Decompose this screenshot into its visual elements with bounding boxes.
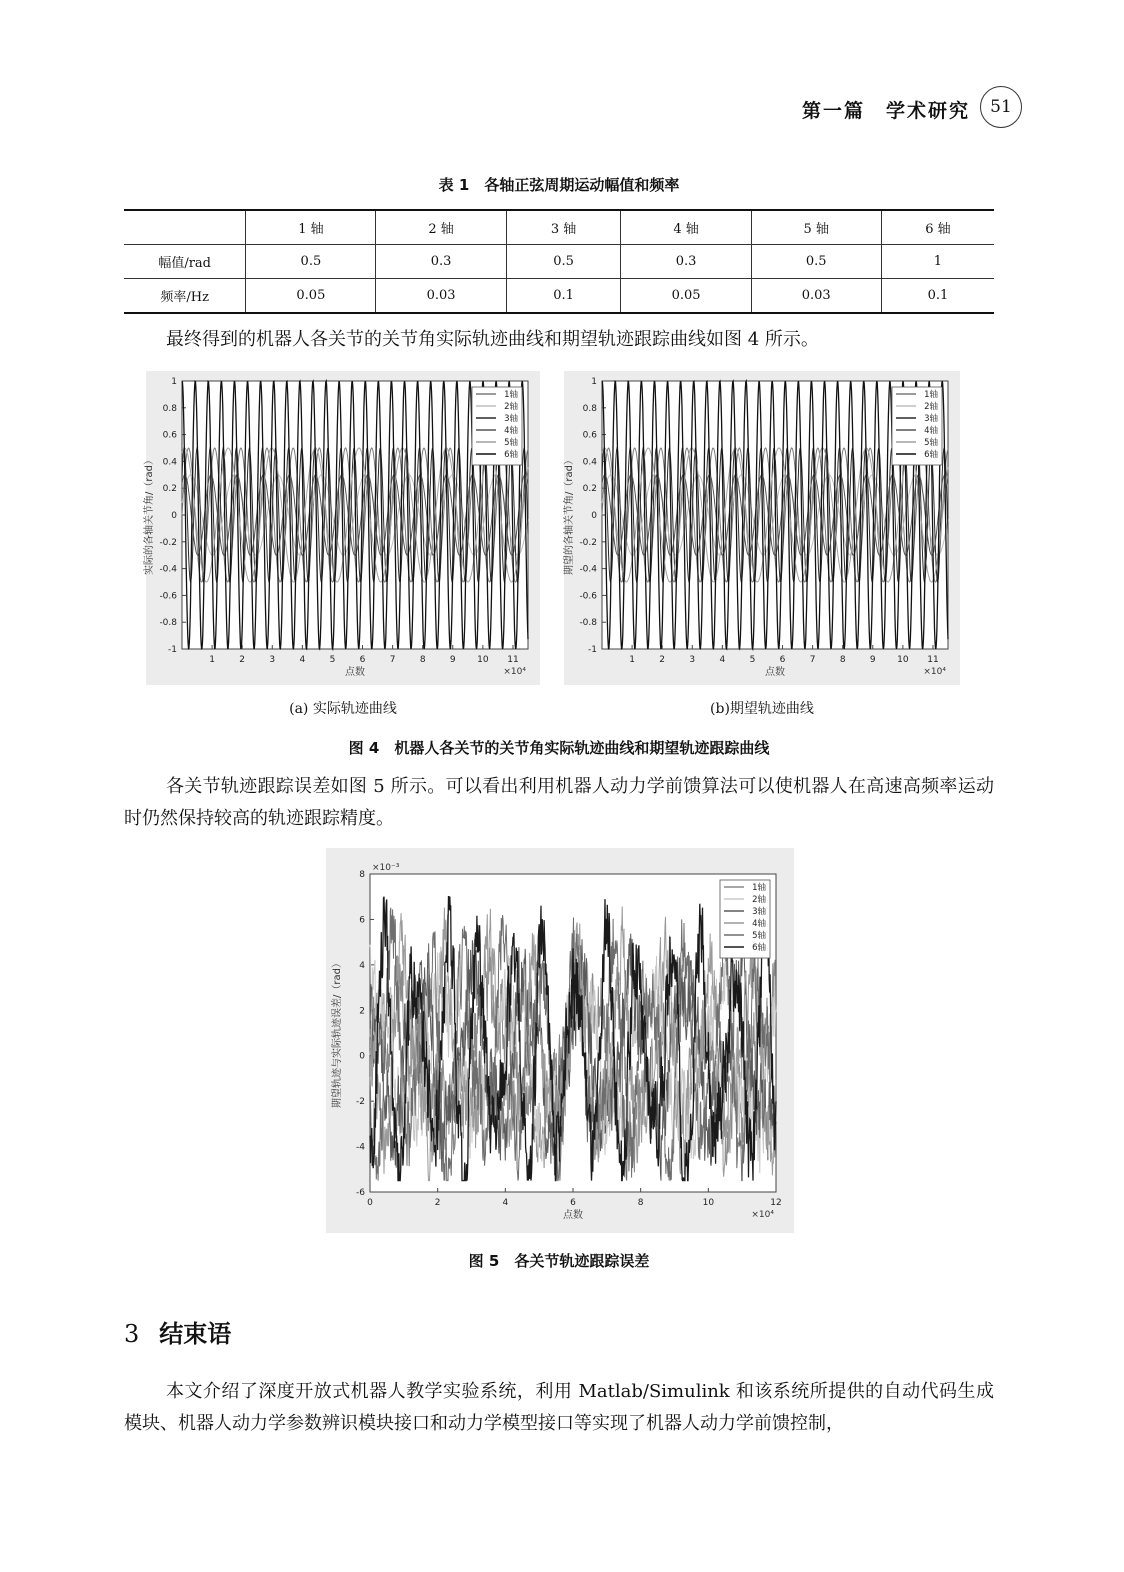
legend-label: 3轴 <box>752 907 766 917</box>
x-tick-label: 8 <box>839 655 846 665</box>
table-cell: 0.3 <box>376 245 506 279</box>
x-tick-label: 5 <box>749 655 756 665</box>
x-tick-label: 7 <box>809 655 816 665</box>
table-cell: 频率/Hz <box>160 290 209 305</box>
table-header-cell: 3 轴 <box>506 210 621 245</box>
chart-tracking-error <box>326 848 794 1233</box>
y-tick-label: 1 <box>591 377 597 387</box>
table-header-cell <box>124 210 246 245</box>
y-tick-label: -2 <box>356 1097 365 1108</box>
y-tick-label: 0.4 <box>162 457 177 468</box>
x-tick-label: 6 <box>359 655 366 665</box>
y-tick-label: -0.6 <box>579 591 597 602</box>
table-cell: 0.05 <box>621 279 751 314</box>
legend-label: 3轴 <box>504 414 518 424</box>
table-cell: 0.5 <box>751 245 881 279</box>
section-title: 结束语 <box>159 1319 232 1348</box>
body-paragraph: 各关节轨迹跟踪误差如图 5 所示。可以看出利用机器人动力学前馈算法可以使机器人在高速高频率运动时仍然保持较高的轨迹跟踪精度。 <box>124 776 994 829</box>
y-tick-label: -0.4 <box>579 564 597 575</box>
legend-label: 6轴 <box>504 450 518 460</box>
y-tick-label: -1 <box>588 645 597 655</box>
y-tick-label: 0.4 <box>582 457 597 468</box>
x-tick-label: 11 <box>927 655 939 665</box>
table-cell: 幅值/rad <box>158 256 211 271</box>
legend-label: 5轴 <box>504 438 518 448</box>
amplitude-frequency-table <box>124 209 994 314</box>
y-axis-label: 期望轨迹与实际轨迹误差/（rad） <box>332 958 343 1108</box>
legend-label: 2轴 <box>924 402 938 412</box>
subfigure-caption-b: (b)期望轨迹曲线 <box>710 701 814 717</box>
running-header-title: 第一篇 学术研究 <box>801 100 970 122</box>
table-cell: 0.03 <box>751 279 881 314</box>
x-axis-exponent: ×10⁴ <box>751 1210 774 1220</box>
x-tick-label: 6 <box>779 655 786 665</box>
x-axis-label: 点数 <box>563 1210 583 1221</box>
y-tick-label: 0.6 <box>162 430 177 441</box>
y-tick-label: -0.8 <box>579 618 597 629</box>
figure-4-caption: 图 4 机器人各关节的关节角实际轨迹曲线和期望轨迹跟踪曲线 <box>348 739 770 757</box>
x-tick-label: 12 <box>770 1198 782 1208</box>
y-tick-label: 0 <box>171 511 177 521</box>
x-tick-label: 3 <box>269 655 276 665</box>
x-tick-label: 2 <box>239 655 246 665</box>
legend-label: 3轴 <box>924 414 938 424</box>
y-tick-label: -4 <box>356 1142 365 1153</box>
y-tick-label: -0.2 <box>579 537 597 548</box>
y-tick-label: 0.2 <box>582 484 597 495</box>
table-row <box>124 245 994 279</box>
figure-4a <box>146 371 540 685</box>
figure-4b <box>564 371 960 685</box>
y-tick-label: 0.8 <box>162 403 177 414</box>
table-caption: 表 1 各轴正弦周期运动幅值和频率 <box>438 176 680 194</box>
x-axis-exponent: ×10⁴ <box>503 667 526 677</box>
y-tick-label: 4 <box>359 960 365 971</box>
legend-label: 5轴 <box>752 931 766 941</box>
x-tick-label: 9 <box>449 655 456 665</box>
x-tick-label: 8 <box>637 1198 644 1208</box>
y-axis-label: 实际的各轴关节角/（rad） <box>144 455 155 575</box>
y-tick-label: 0.6 <box>582 430 597 441</box>
x-tick-label: 3 <box>689 655 696 665</box>
table-cell: 1 <box>881 245 994 279</box>
table-cell: 0.05 <box>246 279 376 314</box>
section-number: 3 <box>124 1320 140 1348</box>
table-cell: 0.5 <box>506 245 621 279</box>
y-tick-label: -1 <box>168 645 177 655</box>
legend-label: 6轴 <box>752 943 766 953</box>
table-header-cell: 5 轴 <box>751 210 881 245</box>
y-tick-label: 0 <box>359 1051 365 1062</box>
body-paragraph: 最终得到的机器人各关节的关节角实际轨迹曲线和期望轨迹跟踪曲线如图 4 所示。 <box>166 329 819 350</box>
x-axis-label: 点数 <box>765 667 785 678</box>
x-tick-label: 1 <box>629 655 635 665</box>
x-tick-label: 4 <box>299 655 306 665</box>
body-paragraph: 本文介绍了深度开放式机器人教学实验系统，利用 Matlab/Simulink 和该系统所提供的自动代码生成模块、机器人动力学参数辨识模块接口和动力学模型接口等实现了机器人动力学前馈控制， <box>124 1381 994 1434</box>
y-axis-label: 期望的各轴关节角/（rad） <box>564 455 575 575</box>
legend-label: 1轴 <box>752 883 766 893</box>
legend-label: 2轴 <box>752 895 766 905</box>
x-tick-label: 5 <box>329 655 336 665</box>
table-cell: 0.1 <box>506 279 621 314</box>
x-tick-label: 4 <box>502 1198 509 1208</box>
legend-label: 4轴 <box>924 426 938 436</box>
x-tick-label: 11 <box>507 655 519 665</box>
legend-label: 4轴 <box>752 919 766 929</box>
x-tick-label: 2 <box>659 655 666 665</box>
table-row <box>124 279 994 314</box>
chart-desired-trajectory <box>564 371 960 685</box>
legend-label: 4轴 <box>504 426 518 436</box>
y-axis-exponent: ×10⁻³ <box>372 863 400 873</box>
table-header-row <box>124 210 994 245</box>
figure-5-caption: 图 5 各关节轨迹跟踪误差 <box>468 1252 650 1270</box>
table-cell: 0.5 <box>246 245 376 279</box>
legend-label: 1轴 <box>504 390 518 400</box>
x-tick-label: 1 <box>209 655 215 665</box>
table-cell: 0.03 <box>376 279 506 314</box>
page-number: 51 <box>980 86 1022 128</box>
table-header-cell: 4 轴 <box>621 210 751 245</box>
y-tick-label: -0.2 <box>159 537 177 548</box>
figure-5 <box>326 848 794 1233</box>
x-tick-label: 6 <box>570 1198 576 1208</box>
x-tick-label: 10 <box>702 1198 715 1208</box>
y-tick-label: 0 <box>591 511 597 521</box>
section-heading <box>124 1314 231 1349</box>
chart-actual-trajectory <box>146 371 540 685</box>
y-tick-label: 8 <box>359 870 365 880</box>
x-axis-label: 点数 <box>345 667 365 678</box>
table-header-cell: 1 轴 <box>246 210 376 245</box>
legend-label: 2轴 <box>504 402 518 412</box>
table-header-cell: 6 轴 <box>881 210 994 245</box>
x-tick-label: 10 <box>477 655 489 665</box>
x-tick-label: 0 <box>367 1198 373 1208</box>
legend-label: 5轴 <box>924 438 938 448</box>
y-tick-label: 0.2 <box>162 484 177 495</box>
y-tick-label: 2 <box>359 1006 365 1017</box>
x-tick-label: 10 <box>897 655 909 665</box>
y-tick-label: -6 <box>356 1188 365 1198</box>
table-cell: 0.1 <box>881 279 994 314</box>
x-tick-label: 9 <box>869 655 876 665</box>
legend-label: 6轴 <box>924 450 938 460</box>
x-tick-label: 8 <box>419 655 426 665</box>
x-tick-label: 2 <box>434 1198 441 1208</box>
table-header-cell: 2 轴 <box>376 210 506 245</box>
x-axis-exponent: ×10⁴ <box>923 667 946 677</box>
table-cell: 0.3 <box>621 245 751 279</box>
y-tick-label: -0.8 <box>159 618 177 629</box>
legend-label: 1轴 <box>924 390 938 400</box>
y-tick-label: -0.4 <box>159 564 177 575</box>
y-tick-label: 0.8 <box>582 403 597 414</box>
y-tick-label: 1 <box>171 377 177 387</box>
subfigure-caption-a: (a) 实际轨迹曲线 <box>289 701 397 717</box>
y-tick-label: -0.6 <box>159 591 177 602</box>
x-tick-label: 4 <box>719 655 726 665</box>
x-tick-label: 7 <box>389 655 396 665</box>
y-tick-label: 6 <box>359 915 365 926</box>
